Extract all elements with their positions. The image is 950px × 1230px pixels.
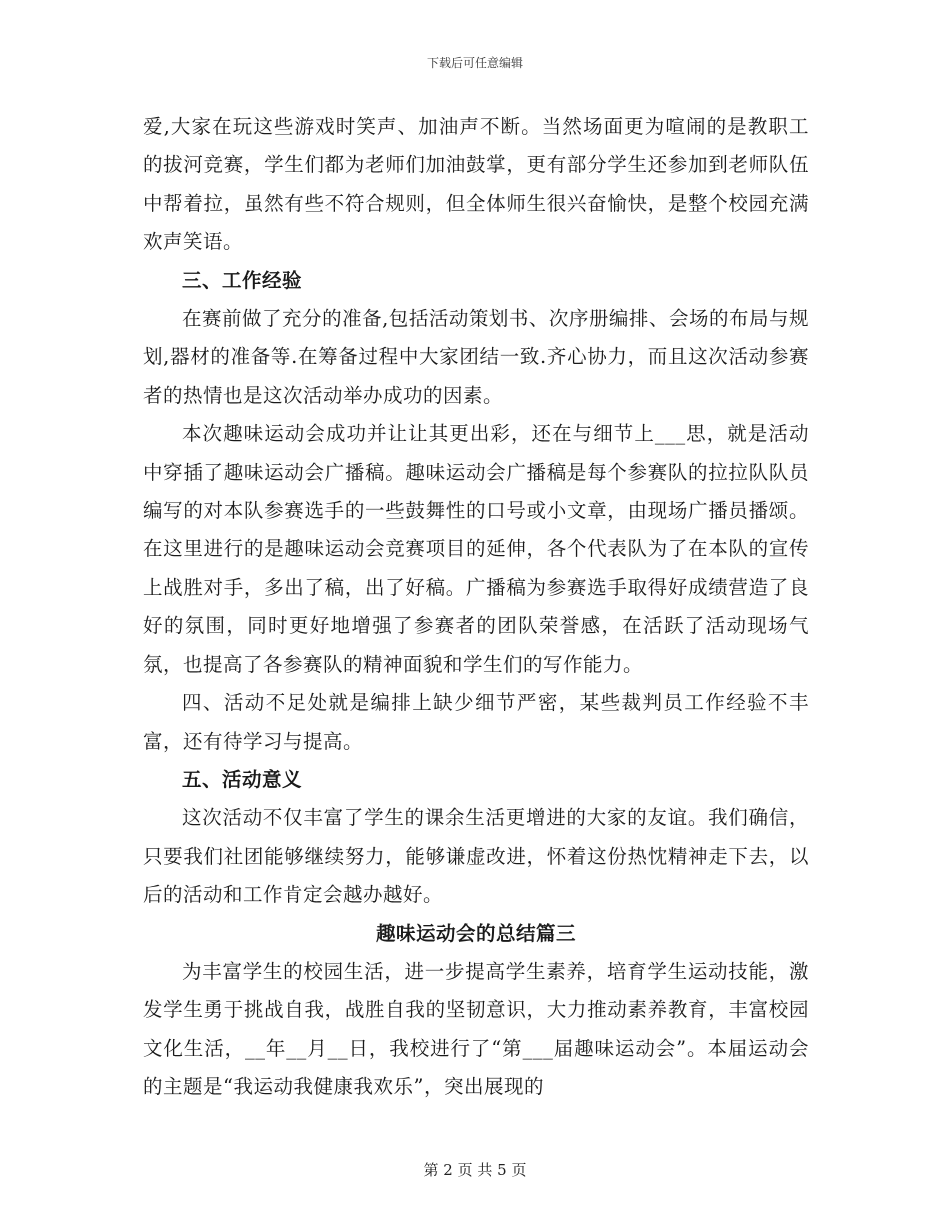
paragraph-intro-part-three: 为丰富学生的校园生活，进一步提高学生素养，培育学生运动技能，激发学生勇于挑战自我，战胜自我的坚韧意识，大力推动素养教育，丰富校园文化生活，__年__月__日，我校进行了“第___届趣味运动会”。本届运动会的主题是“我运动我健康我欢乐”，突出展现的: [143, 959, 809, 1099]
page-footer: 第 2 页 共 5 页: [423, 1161, 527, 1179]
paragraph-broadcast: 本次趣味运动会成功并让让其更出彩，还在与细节上___思，就是活动中穿插了趣味运动会广播稿。趣味运动会广播稿是每个参赛队的拉拉队队员编写的对本队参赛选手的一些鼓舞性的口号或小文章，由现场广播员播颂。在这里进行的是趣味运动会竞赛项目的延伸，各个代表队为了在本队的宣传上战胜对手，多出了稿，出了好稿。广播稿为参赛选手取得好成绩营造了良好的氛围，同时更好地增强了参赛者的团队荣誉感，在活跃了活动现场气氛，也提高了各参赛队的精神面貌和学生们的写作能力。: [143, 422, 809, 676]
document-body: [143, 108, 809, 1107]
paragraph-shortcomings: 四、活动不足处就是编排上缺少细节严密，某些裁判员工作经验不丰富，还有待学习与提高。: [143, 691, 809, 753]
paragraph-continuation: 爱,大家在玩这些游戏时笑声、加油声不断。当然场面更为喧闹的是教职工的拔河竞赛，学生们都为老师们加油鼓掌，更有部分学生还参加到老师队伍中帮着拉，虽然有些不符合规则，但全体师生很兴奋愉快，是整个校园充满欢声笑语。: [143, 115, 809, 254]
paragraph-preparation: 在赛前做了充分的准备,包括活动策划书、次序册编排、会场的布局与规划,器材的准备等.在筹备过程中大家团结一致.齐心协力，而且这次活动参赛者的热情也是这次活动举办成功的因素。: [143, 307, 809, 407]
paragraph-significance: 这次活动不仅丰富了学生的课余生活更增进的大家的友谊。我们确信，只要我们社团能够继续努力，能够谦虚改进，怀着这份热忱精神走下去，以后的活动和工作肯定会越办越好。: [143, 806, 809, 907]
section-heading-work-experience: 三、工作经验: [182, 268, 303, 292]
article-title: 趣味运动会的总结篇三: [375, 921, 576, 945]
page-header: 下载后可任意编辑: [426, 56, 523, 70]
section-heading-significance: 五、活动意义: [182, 767, 303, 791]
